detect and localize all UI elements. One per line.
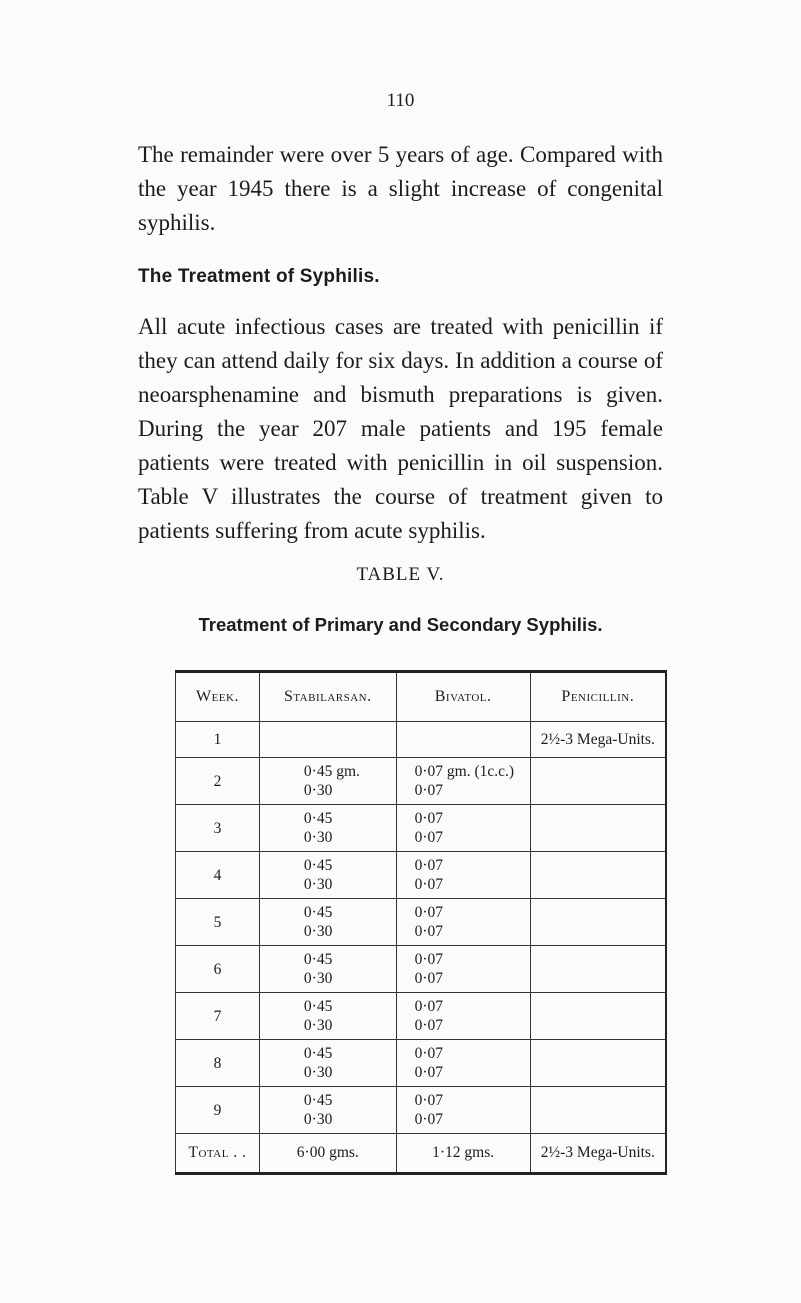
week-cell: 5 bbox=[176, 899, 260, 946]
table-row bbox=[176, 805, 667, 852]
stabilarsan-dose-2: 0·30 bbox=[303, 923, 333, 940]
table-row bbox=[176, 946, 667, 993]
bivatol-cell bbox=[396, 758, 530, 805]
bivatol-dose-2: 0·07 bbox=[414, 1111, 444, 1128]
stabilarsan-cell bbox=[259, 993, 396, 1040]
bivatol-cell bbox=[396, 805, 530, 852]
table-subtitle: Treatment of Primary and Secondary Syphilis. bbox=[198, 614, 603, 635]
stabilarsan-dose-2: 0·30 bbox=[303, 1064, 333, 1081]
stabilarsan-dose-2: 0·30 bbox=[303, 970, 333, 987]
stabilarsan-dose-2: 0·30 bbox=[303, 1017, 333, 1034]
total-label: Total . . bbox=[176, 1134, 260, 1174]
week-cell: 2 bbox=[176, 758, 260, 805]
week-cell: 9 bbox=[176, 1087, 260, 1134]
header-penicillin: Penicillin. bbox=[530, 672, 666, 722]
penicillin-cell bbox=[530, 805, 666, 852]
table-row bbox=[176, 758, 667, 805]
bivatol-dose-1: 0·07 bbox=[414, 951, 444, 968]
bivatol-dose-1: 0·07 bbox=[414, 1045, 444, 1062]
week-cell: 6 bbox=[176, 946, 260, 993]
intro-paragraph: The remainder were over 5 years of age. Compared with the year 1945 there is a slight increase of congenital syphilis. bbox=[138, 142, 663, 235]
penicillin-cell bbox=[530, 1040, 666, 1087]
bivatol-cell bbox=[396, 852, 530, 899]
stabilarsan-dose-1: 0·45 bbox=[303, 1092, 333, 1109]
penicillin-cell bbox=[530, 852, 666, 899]
header-stabilarsan: Stabilarsan. bbox=[259, 672, 396, 722]
stabilarsan-dose-1: 0·45 bbox=[303, 951, 333, 968]
week-cell: 8 bbox=[176, 1040, 260, 1087]
bivatol-dose-2: 0·07 bbox=[414, 970, 444, 987]
section-heading: The Treatment of Syphilis. bbox=[138, 266, 380, 287]
table-row bbox=[176, 993, 667, 1040]
total-stabilarsan: 6·00 gms. bbox=[259, 1134, 396, 1174]
total-penicillin: 2½-3 Mega-Units. bbox=[530, 1134, 666, 1174]
bivatol-cell bbox=[396, 993, 530, 1040]
table-row bbox=[176, 1040, 667, 1087]
week-cell: 7 bbox=[176, 993, 260, 1040]
penicillin-cell bbox=[530, 993, 666, 1040]
bivatol-dose-2: 0·07 bbox=[414, 782, 444, 799]
bivatol-dose-1: 0·07 bbox=[414, 1092, 444, 1109]
stabilarsan-cell bbox=[259, 946, 396, 993]
penicillin-cell bbox=[530, 899, 666, 946]
header-week: Week. bbox=[176, 672, 260, 722]
stabilarsan-cell bbox=[259, 852, 396, 899]
penicillin-cell bbox=[530, 758, 666, 805]
week-cell: 4 bbox=[176, 852, 260, 899]
stabilarsan-cell bbox=[259, 722, 396, 758]
week-cell: 3 bbox=[176, 805, 260, 852]
stabilarsan-dose-2: 0·30 bbox=[303, 1111, 333, 1128]
table-row bbox=[176, 899, 667, 946]
bivatol-dose-2: 0·07 bbox=[414, 1017, 444, 1034]
stabilarsan-dose-1: 0·45 bbox=[303, 904, 333, 921]
penicillin-cell bbox=[530, 1087, 666, 1134]
stabilarsan-dose-1: 0·45 bbox=[303, 1045, 333, 1062]
stabilarsan-dose-2: 0·30 bbox=[303, 782, 333, 799]
bivatol-dose-1: 0·07 bbox=[414, 998, 444, 1015]
bivatol-dose-2: 0·07 bbox=[414, 923, 444, 940]
bivatol-dose-2: 0·07 bbox=[414, 876, 444, 893]
stabilarsan-dose-1: 0·45 gm. bbox=[303, 763, 360, 780]
bivatol-cell bbox=[396, 1040, 530, 1087]
bivatol-cell bbox=[396, 1087, 530, 1134]
stabilarsan-cell bbox=[259, 758, 396, 805]
bivatol-cell bbox=[396, 899, 530, 946]
bivatol-dose-2: 0·07 bbox=[414, 1064, 444, 1081]
penicillin-cell: 2½-3 Mega-Units. bbox=[530, 722, 666, 758]
treatment-paragraph: All acute infectious cases are treated with penicillin if they can attend daily for six days. In addition a course of neoarsphenamine and bismuth preparations is given. During the year 207 male patients and 195 female patients were treated with penicillin in oil suspension. Table V illustrates the course of treatment given to patients suffering from acute syphilis. bbox=[138, 314, 663, 543]
bivatol-dose-1: 0·07 bbox=[414, 857, 444, 874]
bivatol-cell bbox=[396, 946, 530, 993]
treatment-table bbox=[175, 670, 667, 1175]
table-header-row bbox=[176, 672, 667, 722]
header-bivatol: Bivatol. bbox=[396, 672, 530, 722]
bivatol-dose-1: 0·07 gm. (1c.c.) bbox=[414, 763, 515, 780]
stabilarsan-cell bbox=[259, 899, 396, 946]
bivatol-dose-1: 0·07 bbox=[414, 904, 444, 921]
table-title: TABLE V. bbox=[356, 564, 445, 585]
table-row bbox=[176, 722, 667, 758]
total-row bbox=[176, 1134, 667, 1174]
stabilarsan-cell bbox=[259, 1040, 396, 1087]
penicillin-cell bbox=[530, 946, 666, 993]
stabilarsan-dose-2: 0·30 bbox=[303, 876, 333, 893]
week-cell: 1 bbox=[176, 722, 260, 758]
table-row bbox=[176, 852, 667, 899]
bivatol-dose-1: 0·07 bbox=[414, 810, 444, 827]
stabilarsan-cell bbox=[259, 1087, 396, 1134]
total-bivatol: 1·12 gms. bbox=[396, 1134, 530, 1174]
bivatol-dose-2: 0·07 bbox=[414, 829, 444, 846]
stabilarsan-dose-1: 0·45 bbox=[303, 998, 333, 1015]
stabilarsan-dose-1: 0·45 bbox=[303, 810, 333, 827]
stabilarsan-cell bbox=[259, 805, 396, 852]
page-number: 110 bbox=[386, 90, 415, 111]
stabilarsan-dose-2: 0·30 bbox=[303, 829, 333, 846]
stabilarsan-dose-1: 0·45 bbox=[303, 857, 333, 874]
bivatol-cell bbox=[396, 722, 530, 758]
table-row bbox=[176, 1087, 667, 1134]
